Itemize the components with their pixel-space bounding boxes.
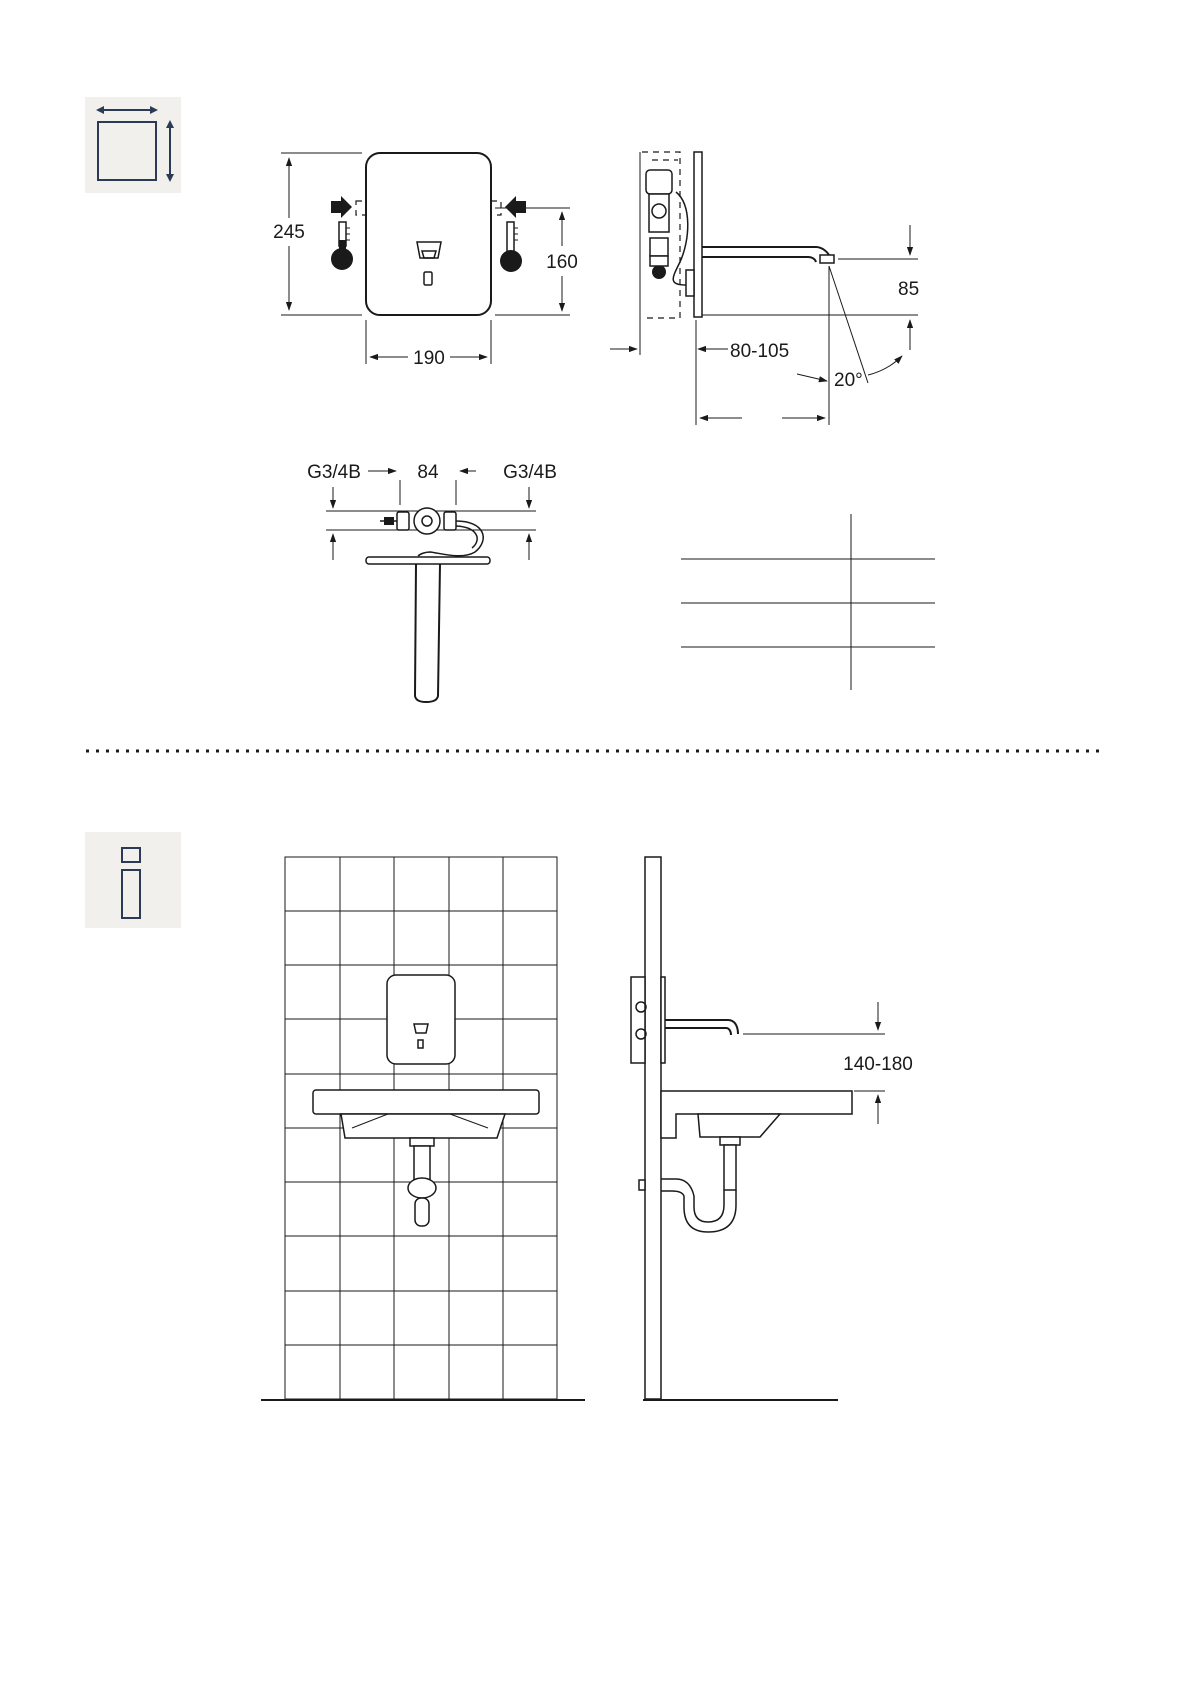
installation-side-view bbox=[631, 857, 913, 1400]
cold-thermometer-icon bbox=[500, 222, 522, 272]
side-view bbox=[610, 152, 919, 425]
dim-84-label: 84 bbox=[417, 462, 439, 483]
dim-20-degree-label: 20° bbox=[834, 370, 863, 391]
front-view bbox=[273, 153, 578, 369]
dim-160-label: 160 bbox=[546, 252, 578, 273]
dim-80-105-label: 80-105 bbox=[730, 341, 790, 362]
dim-245-label: 245 bbox=[273, 222, 305, 243]
dim-190-label: 190 bbox=[413, 348, 445, 369]
thread-left-label: G3/4B bbox=[307, 462, 361, 483]
thread-right-label: G3/4B bbox=[503, 462, 557, 483]
top-view bbox=[307, 462, 557, 702]
dim-140-180-label: 140-180 bbox=[843, 1054, 913, 1075]
dimensions-icon bbox=[85, 97, 181, 193]
hot-thermometer-icon bbox=[331, 222, 353, 270]
info-icon bbox=[85, 832, 181, 928]
empty-data-table bbox=[681, 514, 935, 690]
installation-front-view bbox=[261, 857, 585, 1400]
dim-85-label: 85 bbox=[898, 279, 920, 300]
